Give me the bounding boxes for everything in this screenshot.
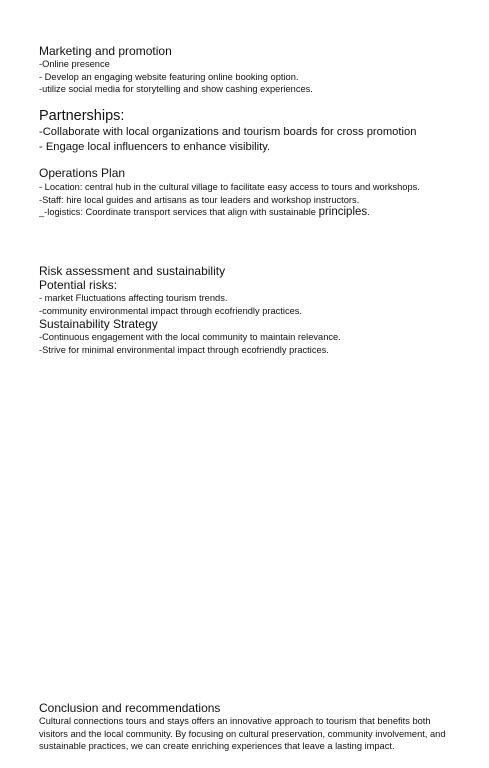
logistics-text: _-logistics: Coordinate transport services that align with sustainable — [39, 207, 319, 217]
potential-risk-line: -community environmental impact through ecofriendly practices. — [39, 305, 303, 316]
partnerships-line: - Engage local influencers to enhance visibility. — [39, 140, 271, 153]
operations-line-location: - Location: central hub in the cultural village to facilitate easy access to tours and workshops. — [39, 182, 420, 192]
marketing-line: - Develop an engaging website featuring online booking option. — [39, 71, 299, 82]
partnerships-heading: Partnerships: — [39, 108, 125, 124]
strategy-heading: Sustainability Strategy — [39, 317, 158, 331]
operations-line-logistics — [39, 206, 434, 219]
marketing-heading: Marketing and promotion — [39, 44, 172, 58]
logistics-suffix: . — [367, 207, 370, 217]
operations-section — [39, 166, 434, 219]
conclusion-section — [39, 701, 451, 753]
potential-risk-line: - market Fluctuations affecting tourism trends. — [39, 293, 228, 303]
strategy-line: -Strive for minimal environmental impact through ecofriendly practices. — [39, 344, 329, 355]
marketing-line: -Online presence — [39, 59, 110, 69]
strategy-line: -Continuous engagement with the local community to maintain relevance. — [39, 332, 341, 342]
partnerships-line: -Collaborate with local organizations and tourism boards for cross promotion — [39, 126, 417, 138]
marketing-section — [39, 44, 459, 96]
marketing-line: -utilize social media for storytelling and show cashing experiences. — [39, 84, 313, 94]
logistics-emphasis: principles — [318, 206, 368, 218]
operations-heading: Operations Plan — [39, 166, 126, 180]
conclusion-body: Cultural connections tours and stays offers an innovative approach to tourism that benefits both visitors and the local community. By focusing on cultural preservation, community involvement, and sustainable practices, we can create enriching experiences that leave a lasting impact. — [39, 716, 446, 751]
conclusion-heading: Conclusion and recommendations — [39, 701, 221, 715]
partnerships-section — [39, 108, 479, 154]
potential-risks-heading: Potential risks: — [39, 278, 118, 292]
risk-section — [39, 264, 459, 356]
operations-line-staff: -Staff: hire local guides and artisans as tour leaders and workshop instructors. — [39, 194, 360, 205]
risk-heading: Risk assessment and sustainability — [39, 264, 226, 278]
